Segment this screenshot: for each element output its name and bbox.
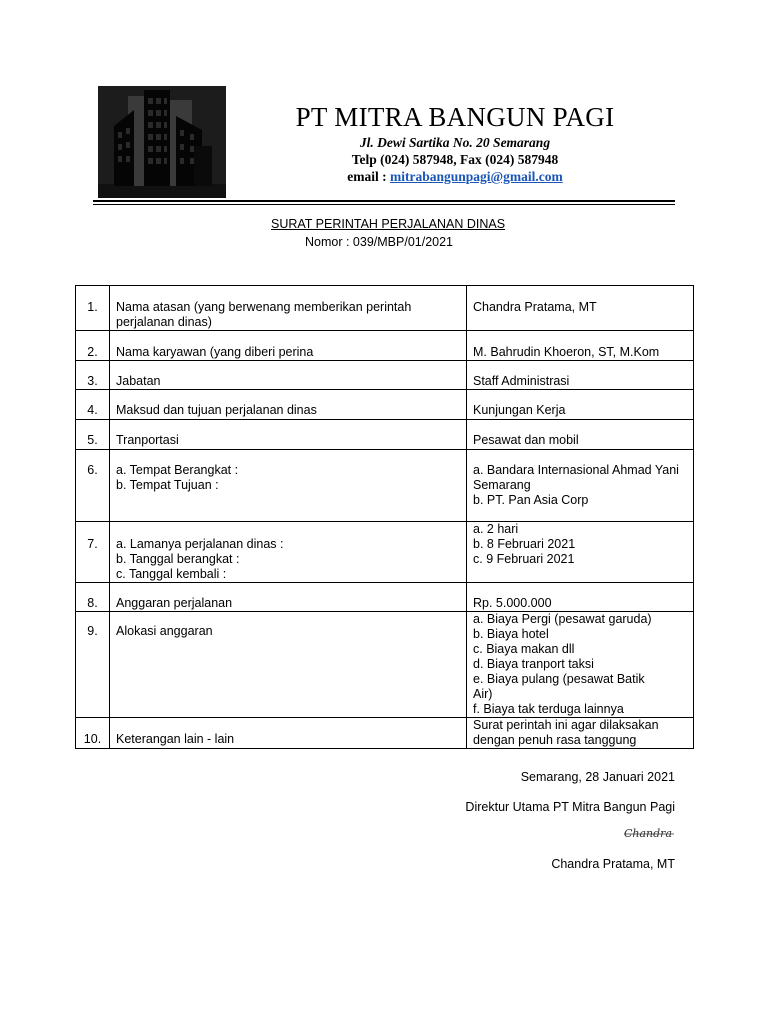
company-phone-fax: Telp (024) 587948, Fax (024) 587948 [351, 152, 559, 167]
row-value: Staff Administrasi [467, 361, 694, 390]
row-value: Kunjungan Kerja [467, 390, 694, 420]
table-row [76, 522, 694, 583]
letterhead-rule-thin [93, 204, 675, 205]
row-number: 7. [76, 522, 110, 583]
row-label: Tranportasi [110, 420, 467, 450]
row-label: a. Tempat Berangkat : b. Tempat Tujuan : [110, 450, 467, 522]
signature-place-date: Semarang, 28 Januari 2021 [520, 770, 675, 784]
signature-role: Direktur Utama PT Mitra Bangun Pagi [465, 800, 675, 814]
signatory-name: Chandra Pratama, MT [551, 857, 675, 871]
company-email-line [240, 168, 670, 185]
table-row [76, 450, 694, 522]
row-label: Anggaran perjalanan [110, 583, 467, 612]
table-row [76, 718, 694, 749]
row-number: 10. [76, 718, 110, 749]
email-label: email : [347, 169, 391, 184]
document-title: SURAT PERINTAH PERJALANAN DINAS [271, 217, 506, 231]
handwritten-signature [624, 826, 676, 845]
table-row [76, 286, 694, 331]
company-address: Jl. Dewi Sartika No. 20 Semarang [359, 135, 551, 150]
row-number: 4. [76, 390, 110, 420]
table-row [76, 583, 694, 612]
row-number: 5. [76, 420, 110, 450]
row-label: Alokasi anggaran [110, 612, 467, 718]
row-label: Maksud dan tujuan perjalanan dinas [110, 390, 467, 420]
email-link[interactable]: mitrabangunpagi@gmail.com [390, 169, 563, 184]
row-value: Chandra Pratama, MT [467, 286, 694, 331]
table-row [76, 361, 694, 390]
table-row [76, 420, 694, 450]
company-logo [98, 86, 226, 198]
row-value: a. 2 hari b. 8 Februari 2021 c. 9 Februari 2021 [467, 522, 694, 583]
row-number: 3. [76, 361, 110, 390]
svg-text:Chandra: Chandra [624, 827, 673, 840]
table-row [76, 390, 694, 420]
row-label: Keterangan lain - lain [110, 718, 467, 749]
letterhead-rule-thick [93, 200, 675, 202]
letterhead [240, 100, 670, 185]
row-label: Jabatan [110, 361, 467, 390]
row-value: a. Biaya Pergi (pesawat garuda) b. Biaya hotel c. Biaya makan dll d. Biaya tranport taksi e. Biaya pulang (pesawat Batik Air) f. Biaya tak terduga lainnya [467, 612, 694, 718]
row-label: a. Lamanya perjalanan dinas : b. Tanggal berangkat : c. Tanggal kembali : [110, 522, 467, 583]
row-label: Nama karyawan (yang diberi perina [110, 331, 467, 361]
row-label: Nama atasan (yang berwenang memberikan perintah perjalanan dinas) [110, 286, 467, 331]
document-number: Nomor : 039/MBP/01/2021 [305, 235, 453, 249]
company-name: PT MITRA BANGUN PAGI [295, 102, 615, 132]
row-number: 2. [76, 331, 110, 361]
buildings-icon [98, 86, 226, 198]
row-number: 6. [76, 450, 110, 522]
table-row [76, 612, 694, 718]
row-number: 9. [76, 612, 110, 718]
assignment-table [75, 285, 694, 749]
row-number: 8. [76, 583, 110, 612]
row-value: M. Bahrudin Khoeron, ST, M.Kom [467, 331, 694, 361]
table-row [76, 331, 694, 361]
signature-scribble-icon [624, 826, 676, 842]
row-value: Pesawat dan mobil [467, 420, 694, 450]
row-value: a. Bandara Internasional Ahmad Yani Semarang b. PT. Pan Asia Corp [467, 450, 694, 522]
row-value: Surat perintah ini agar dilaksakan dengan penuh rasa tanggung [467, 718, 694, 749]
row-number: 1. [76, 286, 110, 331]
row-value: Rp. 5.000.000 [467, 583, 694, 612]
